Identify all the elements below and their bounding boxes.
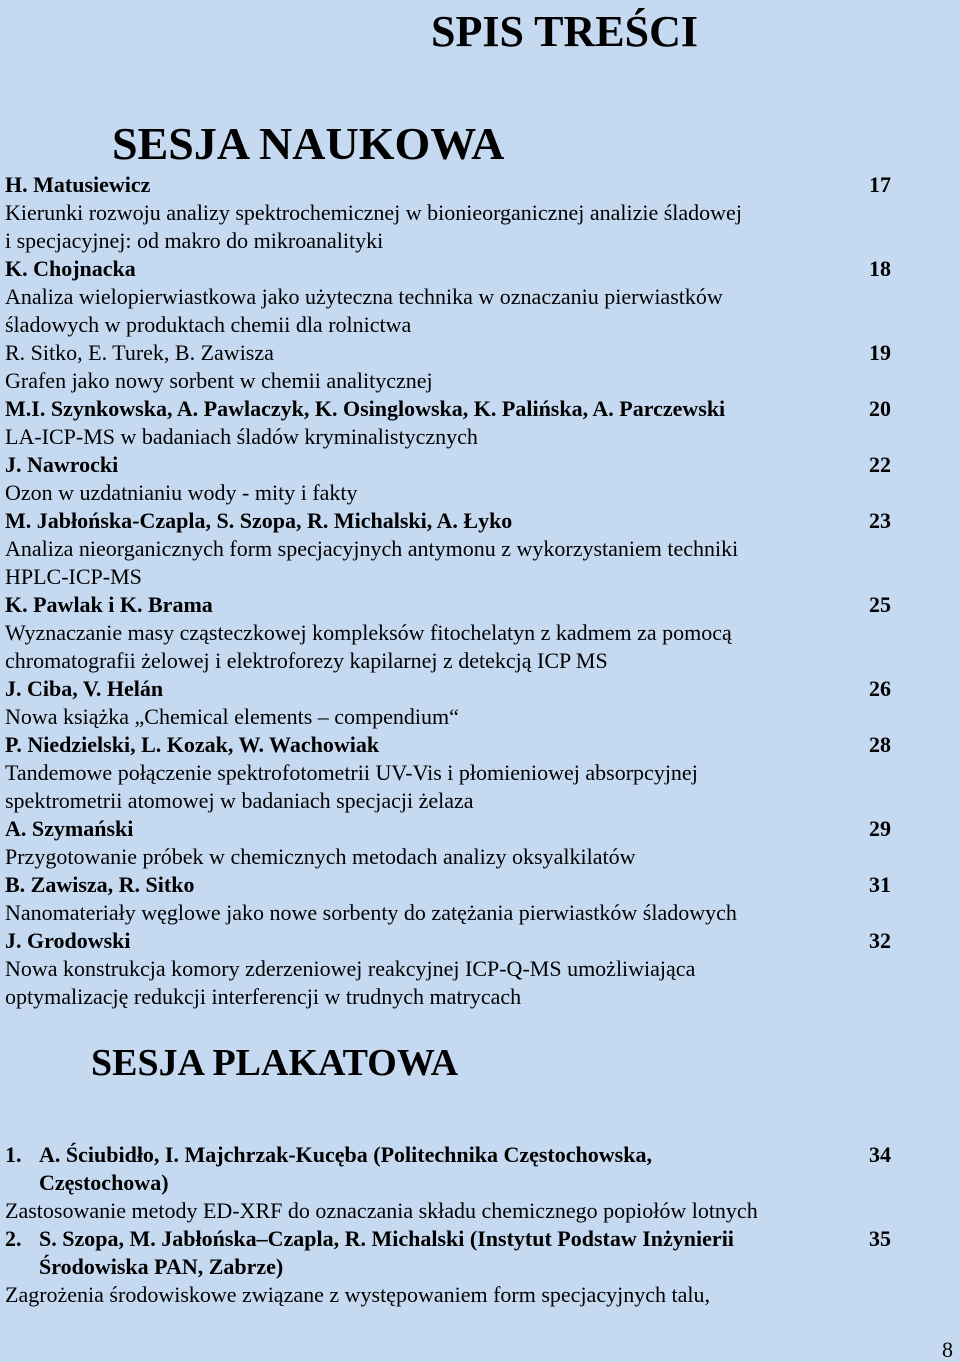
entry-title: śladowych w produktach chemii dla rolnictwa (5, 312, 412, 337)
entry-page: 26 (869, 676, 891, 701)
entry-title: Nowa konstrukcja komory zderzeniowej reakcyjnej ICP-Q-MS umożliwiająca (5, 956, 696, 981)
entry-title: Kierunki rozwoju analizy spektrochemicznej w bionieorganicznej analizie śladowej (5, 200, 742, 225)
poster-authors: A. Ściubidło, I. Majchrzak-Kucęba (Politechnika Częstochowska, (39, 1142, 652, 1167)
entry-title: chromatografii żelowej i elektroforezy kapilarnej z detekcją ICP MS (5, 648, 608, 673)
entry-authors: K. Pawlak i K. Brama (5, 592, 213, 617)
poster-authors: Środowiska PAN, Zabrze) (39, 1254, 284, 1279)
entry-title: spektrometrii atomowej w badaniach specjacji żelaza (5, 788, 474, 813)
poster-page: 34 (869, 1142, 891, 1167)
entry-authors: K. Chojnacka (5, 256, 136, 281)
session-heading-poster: SESJA PLAKATOWA (91, 1042, 459, 1084)
entry-authors: B. Zawisza, R. Sitko (5, 872, 195, 897)
poster-number: 1. (5, 1142, 22, 1167)
poster-title: Zagrożenia środowiskowe związane z występowaniem form specjacyjnych talu, (5, 1282, 710, 1307)
entry-page: 22 (869, 452, 891, 477)
entry-title: Nowa książka „Chemical elements – compendium“ (5, 704, 459, 729)
entry-page: 32 (869, 928, 891, 953)
entry-title: optymalizację redukcji interferencji w trudnych matrycach (5, 984, 522, 1009)
entry-page: 29 (869, 816, 891, 841)
entry-authors: R. Sitko, E. Turek, B. Zawisza (5, 340, 274, 365)
poster-page: 35 (869, 1226, 891, 1251)
entry-authors: P. Niedzielski, L. Kozak, W. Wachowiak (5, 732, 380, 757)
entry-authors: H. Matusiewicz (5, 172, 151, 197)
entry-title: Ozon w uzdatnianiu wody - mity i fakty (5, 480, 358, 505)
entry-page: 18 (869, 256, 891, 281)
poster-number: 2. (5, 1226, 22, 1251)
entry-page: 17 (869, 172, 891, 197)
entry-page: 28 (869, 732, 891, 757)
entry-page: 19 (869, 340, 891, 365)
page-number: 8 (942, 1337, 953, 1362)
entry-title: Tandemowe połączenie spektrofotometrii UV-Vis i płomieniowej absorpcyjnej (5, 760, 698, 785)
entry-page: 25 (869, 592, 891, 617)
entry-authors: M. Jabłońska-Czapla, S. Szopa, R. Michalski, A. Łyko (5, 508, 513, 533)
entry-authors: A. Szymański (5, 816, 134, 841)
entry-title: Przygotowanie próbek w chemicznych metodach analizy oksyalkilatów (5, 844, 636, 869)
entry-title: LA-ICP-MS w badaniach śladów kryminalistycznych (5, 424, 478, 449)
entry-page: 23 (869, 508, 891, 533)
entry-page: 31 (869, 872, 891, 897)
entry-title: Analiza nieorganicznych form specjacyjnych antymonu z wykorzystaniem techniki (5, 536, 739, 561)
entry-page: 20 (869, 396, 891, 421)
entry-title: Nanomateriały węglowe jako nowe sorbenty do zatężania pierwiastków śladowych (5, 900, 737, 925)
poster-authors: Częstochowa) (39, 1170, 169, 1195)
poster-authors: S. Szopa, M. Jabłońska–Czapla, R. Michalski (Instytut Podstaw Inżynierii (39, 1226, 734, 1251)
entry-title: Analiza wielopierwiastkowa jako użyteczna technika w oznaczaniu pierwiastków (5, 284, 723, 309)
entry-authors: M.I. Szynkowska, A. Pawlaczyk, K. Osinglowska, K. Palińska, A. Parczewski (5, 396, 726, 421)
entry-authors: J. Nawrocki (5, 452, 119, 477)
entry-authors: J. Grodowski (5, 928, 131, 953)
entry-title: Grafen jako nowy sorbent w chemii analitycznej (5, 368, 433, 393)
entry-title: Wyznaczanie masy cząsteczkowej kompleksów fitochelatyn z kadmem za pomocą (5, 620, 732, 645)
entry-title: i specjacyjnej: od makro do mikroanalityki (5, 228, 384, 253)
entry-title: HPLC-ICP-MS (5, 564, 142, 589)
page-title: SPIS TREŚCI (431, 7, 698, 56)
entry-authors: J. Ciba, V. Helán (5, 676, 164, 701)
session-heading-scientific: SESJA NAUKOWA (112, 118, 505, 169)
poster-title: Zastosowanie metody ED-XRF do oznaczania składu chemicznego popiołów lotnych (5, 1198, 758, 1223)
